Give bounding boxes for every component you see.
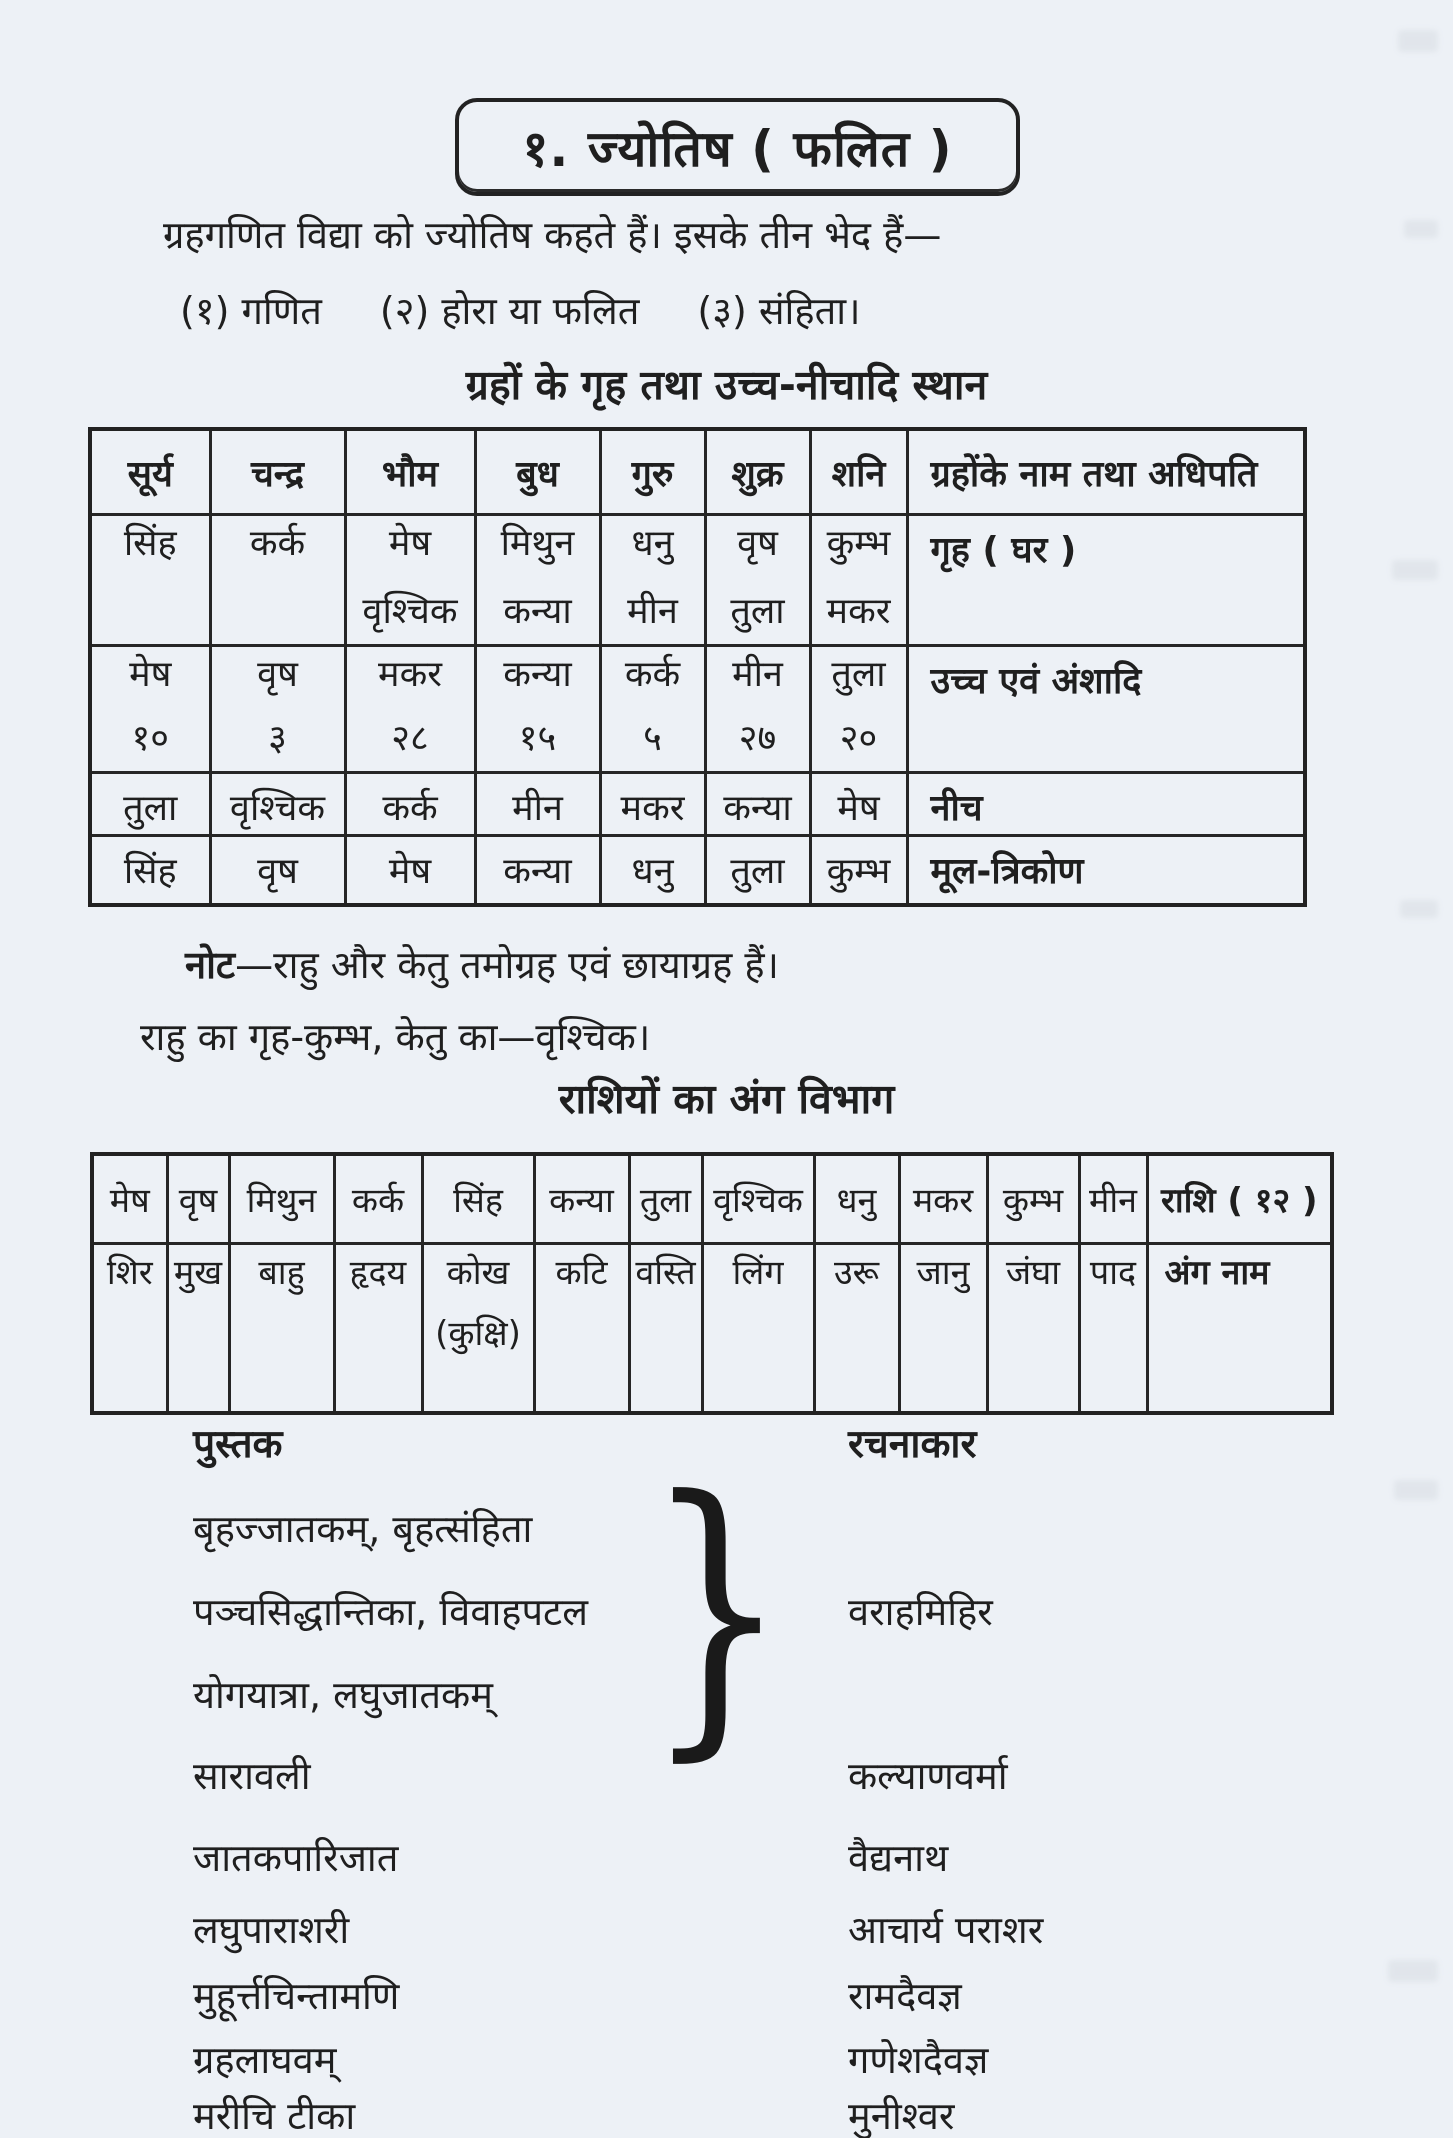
cell: [810, 836, 907, 906]
uchcha-row: [90, 646, 1305, 773]
cell: [422, 1244, 534, 1414]
cell-text: मकर: [826, 591, 891, 633]
col-bhauma: भौम: [345, 429, 475, 515]
cell-text: मिथुन: [500, 523, 575, 564]
cell-text: वस्ति: [635, 1253, 696, 1293]
cell: [987, 1244, 1079, 1414]
cell-text: पाद: [1089, 1253, 1137, 1293]
scan-artifact: [1392, 560, 1438, 580]
cell-text: हृदय: [349, 1253, 407, 1293]
col-shukra: शुक्र: [705, 429, 810, 515]
cell-text: कटि: [555, 1253, 608, 1293]
cell: [810, 646, 907, 773]
cell: [600, 515, 705, 646]
rashi-dhanu: धनु: [814, 1154, 899, 1244]
books-column-header: पुस्तक: [193, 1422, 283, 1467]
cell-text: वृश्चिक: [362, 591, 458, 633]
cell-text: कोख: [446, 1253, 510, 1293]
cell-text: तुला: [123, 788, 178, 829]
cell-text: लिंग: [732, 1253, 784, 1293]
scan-artifact: [1398, 30, 1438, 52]
chapter-title-box: [455, 98, 1020, 196]
rashi-label: राशि ( १२ ): [1147, 1154, 1332, 1244]
cell: [210, 836, 345, 906]
row-label-uchcha: [907, 646, 1305, 773]
author-item: वैद्यनाथ: [848, 1836, 949, 1880]
row-label-neecha: [907, 773, 1305, 836]
griha-row: [90, 515, 1305, 646]
rashi-vrishchik: वृश्चिक: [702, 1154, 814, 1244]
type-hora-phalit: (२) होरा या फलित: [379, 289, 640, 333]
cell-text: शिर: [106, 1253, 153, 1293]
col-guru: गुरु: [600, 429, 705, 515]
rashi-kark: कर्क: [334, 1154, 422, 1244]
cell: [345, 836, 475, 906]
cell: [475, 515, 600, 646]
cell-text: तुला: [831, 654, 886, 695]
cell-text: मेष: [388, 851, 432, 892]
cell-text: कर्क: [249, 523, 306, 564]
cell-text: १०: [131, 718, 169, 760]
anga-table-heading: राशियों का अंग विभाग: [558, 1075, 895, 1123]
cell: [600, 646, 705, 773]
cell: [810, 515, 907, 646]
cell-text: जानु: [916, 1253, 970, 1293]
col-shani: शनि: [810, 429, 907, 515]
cell-text: मीन: [627, 591, 678, 633]
cell: [90, 773, 210, 836]
cell: [475, 646, 600, 773]
book-item: मुहूर्त्तचिन्तामणि: [193, 1974, 400, 2018]
type-samhita: (३) संहिता।: [697, 289, 861, 333]
rashi-kanya: कन्या: [534, 1154, 629, 1244]
cell-text: २०: [839, 718, 878, 760]
cell-text: ३: [268, 718, 287, 760]
col-surya: सूर्य: [90, 429, 210, 515]
cell: [600, 836, 705, 906]
cell-text: २८: [391, 718, 429, 760]
cell: [705, 646, 810, 773]
cell: [90, 515, 210, 646]
scan-artifact: [1388, 1960, 1438, 1982]
row-label-griha: [907, 515, 1305, 646]
cell-text: वृष: [257, 654, 298, 695]
cell-text: सिंह: [123, 523, 177, 564]
intro-sentence: ग्रहगणित विद्या को ज्योतिष कहते हैं। इसके तीन भेद हैं—: [163, 213, 942, 257]
cell-text: मेष: [129, 654, 172, 695]
cell-text: कन्या: [723, 788, 792, 829]
anga-label-cell: [1147, 1244, 1332, 1414]
cell-text: सिंह: [123, 851, 177, 892]
cell-text: मकर: [620, 788, 685, 829]
rashi-row: [92, 1154, 1332, 1244]
cell: [475, 773, 600, 836]
row-label-text: नीच: [930, 788, 983, 829]
cell-text: मेष: [388, 523, 432, 564]
rashi-vrish: वृष: [167, 1154, 229, 1244]
col-budha: बुध: [475, 429, 600, 515]
cell: [229, 1244, 334, 1414]
cell-text: मकर: [378, 654, 442, 695]
rashi-simha: सिंह: [422, 1154, 534, 1244]
cell: [1079, 1244, 1147, 1414]
note-label: नोट: [185, 943, 236, 987]
cell: [345, 515, 475, 646]
jyotish-types-line: [180, 284, 860, 336]
cell: [705, 773, 810, 836]
cell-text: कन्या: [503, 851, 572, 892]
cell-text: तुला: [730, 591, 785, 633]
cell-text: १५: [518, 718, 557, 760]
cell: [600, 773, 705, 836]
cell: [814, 1244, 899, 1414]
cell: [810, 773, 907, 836]
cell: [92, 1244, 167, 1414]
cell-text: बाहु: [258, 1253, 305, 1293]
cell-text: वृश्चिक: [229, 788, 326, 829]
cell-text: मीन: [732, 654, 783, 695]
cell: [210, 515, 345, 646]
cell-text: (कुक्षि): [435, 1314, 521, 1355]
cell-text: कर्क: [624, 654, 681, 695]
author-item: गणेशदैवज्ञ: [848, 2038, 989, 2082]
cell: [167, 1244, 229, 1414]
book-item: बृहज्जातकम्, बृहत्संहिता: [193, 1507, 533, 1551]
cell: [345, 773, 475, 836]
cell: [475, 836, 600, 906]
cell-text: धनु: [631, 523, 674, 564]
note-text: —राहु और केतु तमोग्रह एवं छायाग्रह हैं।: [235, 943, 779, 987]
houses-header-row: [90, 429, 1305, 515]
houses-table-heading: ग्रहों के गृह तथा उच्च-नीचादि स्थान: [465, 361, 988, 409]
rashi-makar: मकर: [899, 1154, 987, 1244]
anga-table: [90, 1152, 1334, 1415]
scan-artifact: [1394, 1480, 1438, 1500]
cell: [534, 1244, 629, 1414]
row-label-text: उच्च एवं अंशादि: [930, 661, 1142, 702]
cell: [702, 1244, 814, 1414]
authors-column-header: रचनाकार: [848, 1422, 977, 1467]
cell-text: वृष: [737, 523, 778, 564]
book-item: ग्रहलाघवम्: [193, 2038, 337, 2082]
author-varahamihira: वराहमिहिर: [848, 1590, 993, 1634]
rashi-kumbh: कुम्भ: [987, 1154, 1079, 1244]
cell-text: वृष: [257, 851, 298, 892]
houses-table: [88, 427, 1307, 907]
row-label-text: मूल-त्रिकोण: [930, 851, 1084, 892]
col-chandra: चन्द्र: [210, 429, 345, 515]
mool-trikon-row: [90, 836, 1305, 906]
book-item: पञ्चसिद्धान्तिका, विवाहपटल: [193, 1590, 588, 1634]
cell-text: कन्या: [503, 591, 572, 633]
author-item: कल्याणवर्मा: [848, 1754, 1008, 1798]
anga-label-text: अंग नाम: [1164, 1253, 1270, 1293]
note-line-2: राहु का गृह-कुम्भ, केतु का—वृश्चिक।: [140, 1015, 651, 1059]
cell-text: कुम्भ: [826, 851, 891, 892]
cell: [629, 1244, 702, 1414]
book-item: सारावली: [193, 1754, 311, 1798]
cell-text: ५: [643, 718, 662, 760]
book-item: मरीचि टीका: [193, 2094, 356, 2138]
cell-text: मुख: [173, 1253, 223, 1293]
rashi-mithun: मिथुन: [229, 1154, 334, 1244]
cell: [90, 836, 210, 906]
cell-text: कुम्भ: [826, 523, 891, 564]
cell: [210, 773, 345, 836]
cell-text: उरू: [833, 1253, 880, 1293]
scan-artifact: [1404, 220, 1438, 238]
cell: [210, 646, 345, 773]
cell: [705, 836, 810, 906]
cell-text: तुला: [730, 851, 785, 892]
book-item: लघुपाराशरी: [193, 1908, 350, 1952]
cell: [705, 515, 810, 646]
cell: [334, 1244, 422, 1414]
cell: [899, 1244, 987, 1414]
rashi-tula: तुला: [629, 1154, 702, 1244]
author-item: मुनीश्वर: [848, 2094, 955, 2138]
row-label-mool-trikon: [907, 836, 1305, 906]
neecha-row: [90, 773, 1305, 836]
cell-text: मेष: [837, 788, 880, 829]
author-item: रामदैवज्ञ: [848, 1974, 962, 2018]
type-ganit: (१) गणित: [180, 289, 322, 333]
book-item: योगयात्रा, लघुजातकम्: [193, 1673, 493, 1717]
cell-text: २७: [738, 718, 777, 760]
note-line-1: [185, 938, 779, 990]
grouping-brace: }: [644, 1437, 789, 1786]
cell-text: कन्या: [503, 654, 572, 695]
cell: [90, 646, 210, 773]
scan-artifact: [1400, 900, 1438, 918]
cell: [345, 646, 475, 773]
rashi-meen: मीन: [1079, 1154, 1147, 1244]
row-label-text: गृह ( घर ): [930, 530, 1077, 571]
cell-text: जंघा: [1005, 1253, 1061, 1293]
books-authors-section: [193, 1422, 1393, 2138]
cell-text: कर्क: [382, 788, 438, 829]
col-names-adhipati: ग्रहोंके नाम तथा अधिपति: [907, 429, 1305, 515]
author-item: आचार्य पराशर: [848, 1908, 1044, 1952]
chapter-title: १. ज्योतिष ( फलित ): [522, 120, 953, 178]
anga-row: [92, 1244, 1332, 1414]
book-item: जातकपारिजात: [193, 1836, 399, 1880]
rashi-mesh: मेष: [92, 1154, 167, 1244]
cell-text: मीन: [512, 788, 563, 829]
cell-text: धनु: [631, 851, 674, 892]
